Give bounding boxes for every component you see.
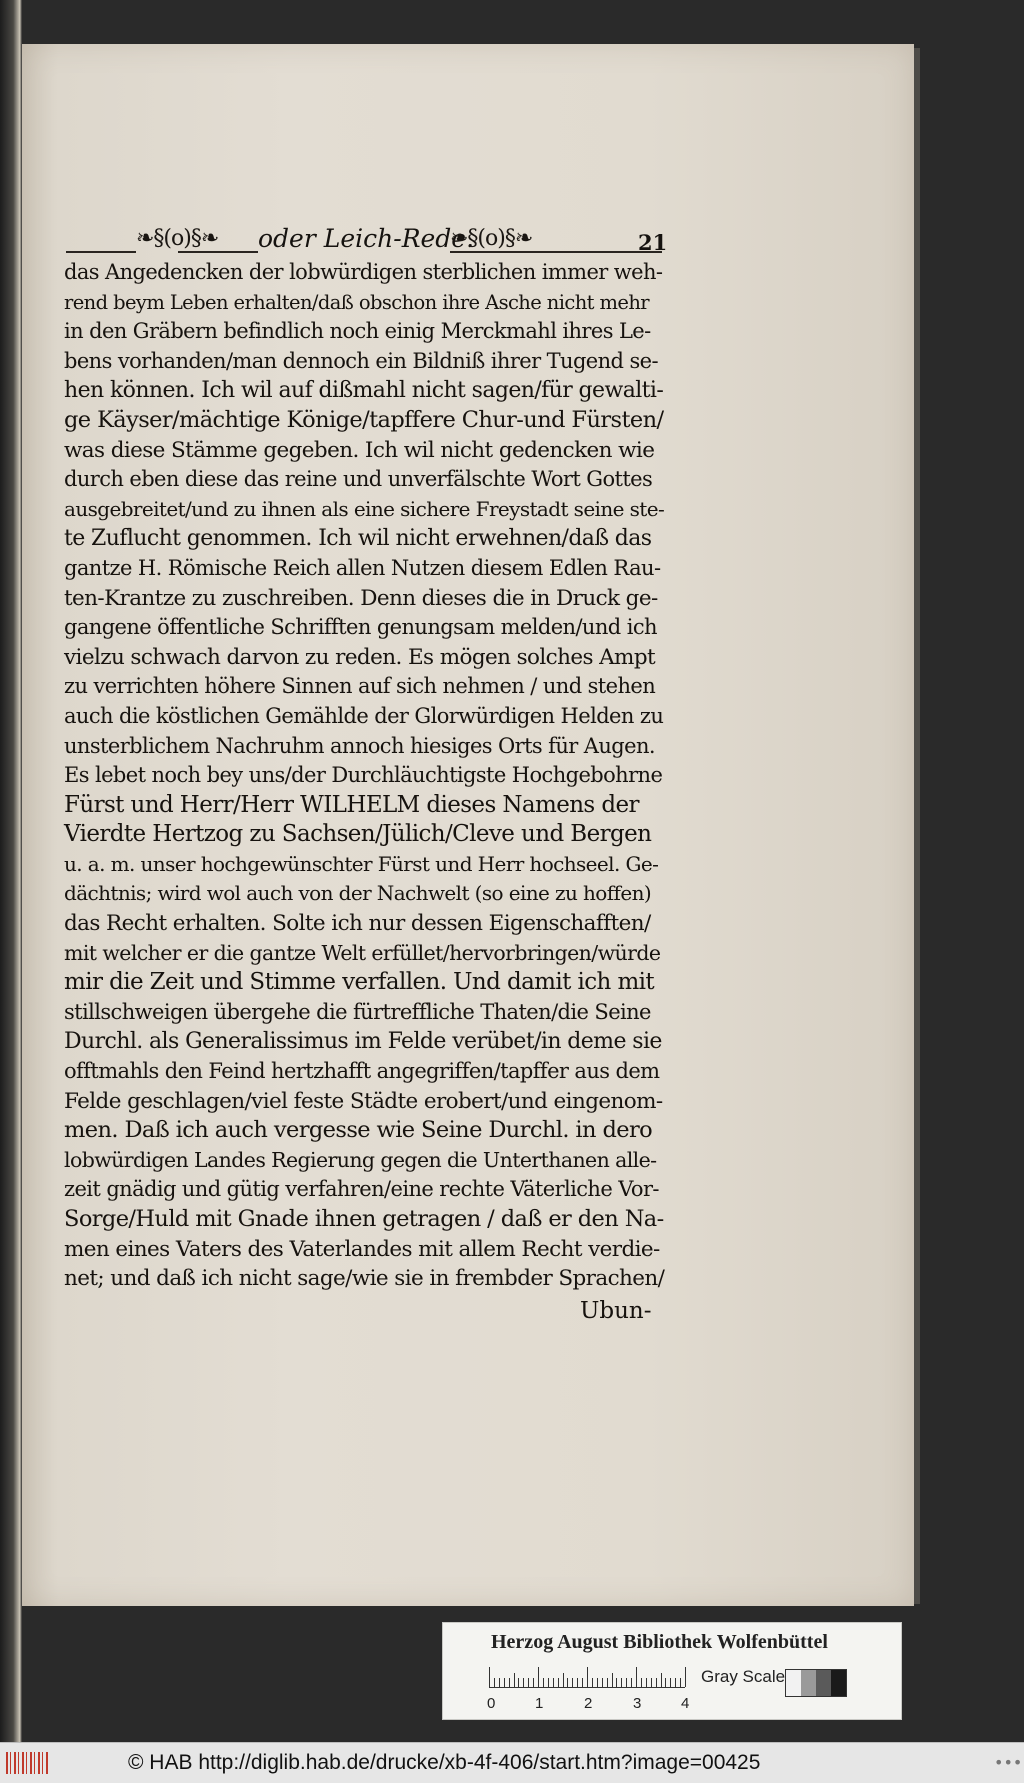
- ruler-tick: [577, 1678, 578, 1687]
- library-name: Herzog August Bibliothek Wolfenbüttel: [491, 1631, 828, 1653]
- text-line: bens vorhanden/man dennoch ein Bildniß ihrer Tugend se-: [64, 348, 658, 373]
- text-line: gantze H. Römische Reich allen Nutzen diesem Edlen Rau-: [64, 555, 661, 580]
- text-line: durch eben diese das reine und unverfälschte Wort Gottes: [64, 467, 653, 492]
- text-line: ten-Krantze zu zuschreiben. Denn dieses die in Druck ge-: [64, 585, 658, 611]
- ruler-tick: [533, 1678, 534, 1687]
- ruler-tick: [514, 1673, 515, 1687]
- ruler-tick: [675, 1678, 676, 1687]
- ruler-number: 3: [633, 1695, 642, 1712]
- ruler-tick: [665, 1678, 666, 1687]
- more-icon[interactable]: •••: [994, 1753, 1023, 1772]
- text-line: das Angedencken der lobwürdigen sterblichen immer weh-: [64, 260, 663, 284]
- text-line: Sorge/Huld mit Gnade ihnen getragen / daß er den Na-: [64, 1206, 664, 1232]
- text-line: mir die Zeit und Stimme verfallen. Und damit ich mit: [64, 969, 655, 996]
- barcode-icon: [6, 1752, 48, 1774]
- ruler-baseline: [489, 1687, 685, 1688]
- ruler-tick: [548, 1678, 549, 1687]
- ornament-right: ❧§(o)§❧: [450, 226, 533, 251]
- header-rule: [66, 251, 136, 253]
- ruler-tick: [558, 1678, 559, 1687]
- ruler-tick: [499, 1678, 500, 1687]
- ruler-tick: [563, 1673, 564, 1687]
- ruler-tick: [587, 1667, 588, 1687]
- page-number: 21: [638, 230, 668, 255]
- ruler-number: 1: [535, 1695, 544, 1712]
- grayscale-swatch: [831, 1670, 846, 1696]
- reference-card: [442, 1622, 902, 1720]
- ruler-tick: [567, 1678, 568, 1687]
- text-line: hen können. Ich wil auf dißmahl nicht sagen/für gewalti-: [64, 378, 664, 404]
- ruler-tick: [528, 1678, 529, 1687]
- text-line: Felde geschlagen/viel feste Städte erobert/und eingenom-: [64, 1088, 663, 1114]
- ruler-tick: [616, 1678, 617, 1687]
- ruler-tick: [612, 1673, 613, 1687]
- running-title: oder Leich-Rede.: [258, 224, 475, 253]
- ruler-tick: [489, 1667, 490, 1687]
- text-line: ausgebreitet/und zu ihnen als eine sichere Freystadt seine ste-: [64, 496, 665, 521]
- page-header: [66, 222, 668, 256]
- ruler-tick: [685, 1667, 686, 1687]
- ruler-tick: [626, 1678, 627, 1687]
- text-line: gangene öffentliche Schrifften genungsam melden/und ich: [64, 615, 657, 640]
- text-line: Vierdte Hertzog zu Sachsen/Jülich/Cleve und Bergen: [64, 821, 652, 848]
- ruler-tick: [646, 1678, 647, 1687]
- grayscale-swatch: [786, 1670, 801, 1696]
- body-text: [64, 258, 664, 1294]
- ruler-tick: [504, 1678, 505, 1687]
- adjacent-page-edge: [0, 0, 22, 1742]
- text-line: unsterblichem Nachruhm annoch hiesiges Orts für Augen.: [64, 733, 655, 758]
- text-line: net; und daß ich nicht sage/wie sie in frembder Sprachen/: [64, 1266, 665, 1292]
- text-line: das Recht erhalten. Solte ich nur dessen Eigenschafften/: [64, 911, 651, 937]
- text-line: men. Daß ich auch vergesse wie Seine Durchl. in dero: [64, 1117, 653, 1144]
- catchword: Ubun-: [580, 1298, 652, 1324]
- ruler-tick: [538, 1667, 539, 1687]
- ruler-tick: [553, 1678, 554, 1687]
- ruler-tick: [607, 1678, 608, 1687]
- ruler-tick: [651, 1678, 652, 1687]
- ruler-tick: [636, 1667, 637, 1687]
- ruler-tick: [602, 1678, 603, 1687]
- text-line: zeit gnädig und gütig verfahren/eine rechte Väterliche Vor-: [64, 1177, 659, 1202]
- text-line: mit welcher er die gantze Welt erfüllet/hervorbringen/würde: [64, 940, 661, 965]
- ruler-tick: [572, 1678, 573, 1687]
- ornament-left: ❧§(o)§❧: [136, 226, 219, 251]
- text-line: te Zuflucht genommen. Ich wil nicht erwehnen/daß das: [64, 526, 652, 552]
- text-line: vielzu schwach darvon zu reden. Es mögen solches Ampt: [64, 644, 656, 670]
- text-line: u. a. m. unser hochgewünschter Fürst und Herr hochseel. Ge-: [64, 851, 659, 876]
- ruler-tick: [518, 1678, 519, 1687]
- ruler-number: 0: [487, 1695, 496, 1712]
- text-line: in den Gräbern befindlich noch einig Merckmahl ihres Le-: [64, 319, 651, 344]
- ruler-tick: [631, 1678, 632, 1687]
- text-line: was diese Stämme gegeben. Ich wil nicht gedencken wie: [64, 437, 655, 463]
- ruler-tick: [597, 1678, 598, 1687]
- text-line: Fürst und Herr/Herr WILHELM dieses Namens der: [64, 791, 639, 818]
- header-rule: [450, 251, 662, 253]
- ruler-tick: [621, 1678, 622, 1687]
- text-line: men eines Vaters des Vaterlandes mit allem Recht verdie-: [64, 1236, 660, 1262]
- grayscale-label: Gray Scale: [701, 1667, 786, 1686]
- scale-ruler: [489, 1663, 685, 1691]
- ruler-number: 4: [681, 1695, 690, 1712]
- text-line: auch die köstlichen Gemählde der Glorwürdigen Helden zu: [64, 703, 664, 728]
- text-line: lobwürdigen Landes Regierung gegen die Unterthanen alle-: [64, 1147, 657, 1172]
- ruler-tick: [680, 1678, 681, 1687]
- header-rule: [178, 251, 258, 253]
- ruler-tick: [592, 1678, 593, 1687]
- text-line: ge Käyser/mächtige Könige/tapffere Chur-und Fürsten/: [64, 406, 664, 433]
- ruler-tick: [670, 1678, 671, 1687]
- text-line: Es lebet noch bey uns/der Durchläuchtigste Hochgebohrne: [64, 763, 663, 788]
- ruler-tick: [543, 1678, 544, 1687]
- ruler-tick: [661, 1673, 662, 1687]
- text-line: Durchl. als Generalissimus im Felde verübet/in deme sie: [64, 1029, 662, 1055]
- ruler-number: 2: [584, 1695, 593, 1712]
- text-line: dächtnis; wird wol auch von der Nachwelt (so eine zu hoffen): [64, 881, 652, 906]
- grayscale-swatch: [801, 1670, 816, 1696]
- ruler-tick: [494, 1678, 495, 1687]
- text-line: stillschweigen übergehe die fürtreffliche Thaten/die Seine: [64, 999, 651, 1024]
- ruler-tick: [509, 1678, 510, 1687]
- ruler-tick: [582, 1678, 583, 1687]
- copyright-url: © HAB http://diglib.hab.de/drucke/xb-4f-406/start.htm?image=00425: [128, 1751, 761, 1774]
- text-line: offtmahls den Feind hertzhafft angegriffen/tapffer aus dem: [64, 1059, 660, 1084]
- text-line: zu verrichten höhere Sinnen auf sich nehmen / und stehen: [64, 674, 656, 699]
- text-line: rend beym Leben erhalten/daß obschon ihre Asche nicht mehr: [64, 290, 650, 314]
- ruler-tick: [641, 1678, 642, 1687]
- grayscale-bar: [785, 1669, 847, 1697]
- ruler-tick: [523, 1678, 524, 1687]
- ruler-tick: [656, 1678, 657, 1687]
- grayscale-swatch: [816, 1670, 831, 1696]
- viewer-footer: [0, 1742, 1024, 1783]
